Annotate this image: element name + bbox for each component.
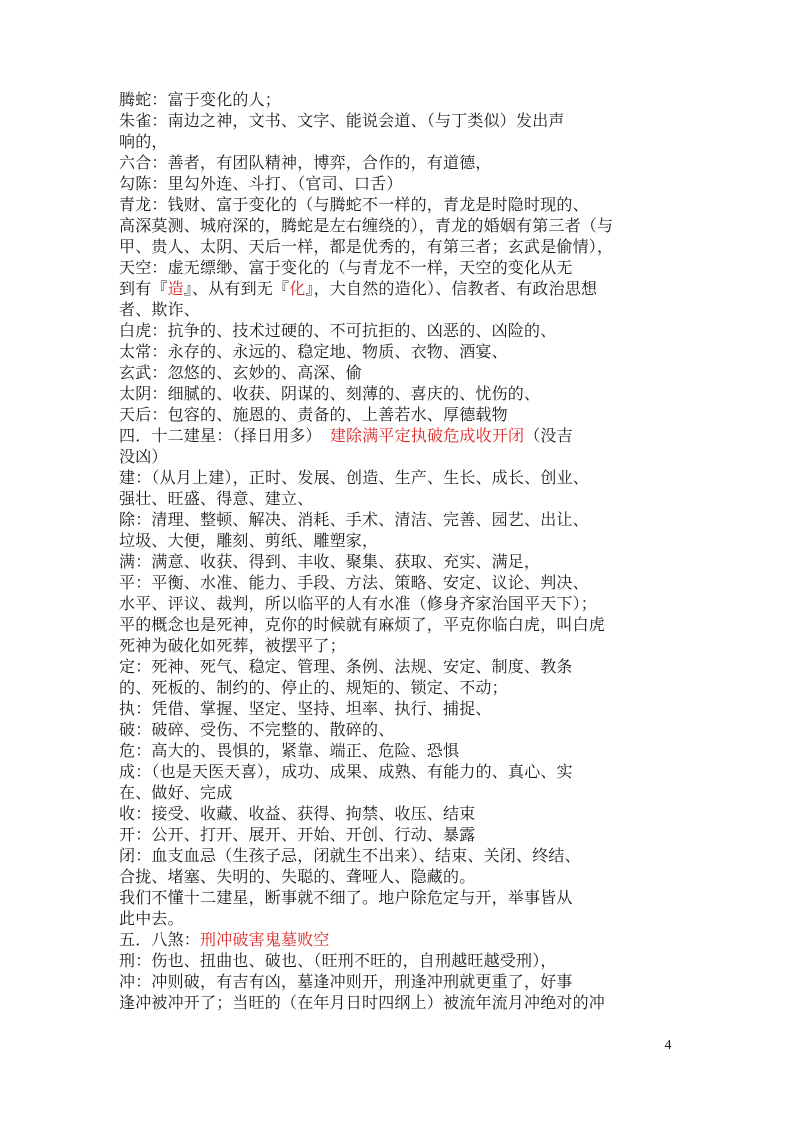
text-segment: 高深莫测、城府深的，腾蛇是左右缠绕的），青龙的婚姻有第三者（与 xyxy=(119,218,614,235)
text-line xyxy=(119,846,685,867)
text-segment: 』、从有到无『 xyxy=(183,281,290,298)
text-line xyxy=(119,573,685,594)
text-line xyxy=(119,426,685,447)
text-segment: 强壮、旺盛、得意、建立、 xyxy=(119,491,314,508)
text-line xyxy=(119,594,685,615)
highlighted-text: 刑冲破害鬼墓败空 xyxy=(200,932,330,949)
text-line xyxy=(119,930,685,951)
text-segment: 腾蛇：富于变化的人； xyxy=(119,92,282,109)
text-line xyxy=(119,342,685,363)
text-segment: 危：高大的、畏惧的，紧靠、端正、危险、恐惧 xyxy=(119,743,460,760)
text-segment: 六合：善者，有团队精神，博弈，合作的，有道德， xyxy=(119,155,492,172)
text-line xyxy=(119,468,685,489)
text-line xyxy=(119,132,685,153)
text-segment: 除：清理、整顿、解决、消耗、手术、清洁、完善、园艺、出让、 xyxy=(119,512,589,529)
text-line xyxy=(119,636,685,657)
text-segment: 者、欺诈、 xyxy=(119,302,201,319)
text-segment: 建：（从月上建），正时、发展、创造、生产、生长、成长、创业、 xyxy=(119,470,590,487)
text-segment: 响的， xyxy=(119,134,168,151)
text-segment: 我们不懂十二建星，断事就不细了。地户除危定与开，举事皆从 xyxy=(119,890,573,907)
text-line xyxy=(119,321,685,342)
text-segment: 玄武：忽悠的、玄妙的、高深、偷 xyxy=(119,365,363,382)
text-segment: 』，大自然的造化）、信教者、有政治思想 xyxy=(305,281,598,298)
text-segment: 此中去。 xyxy=(119,911,184,928)
text-segment: 开：公开、打开、展开、开始、开创、行动、暴露 xyxy=(119,827,476,844)
text-line xyxy=(119,405,685,426)
text-segment: 天后：包容的、施恩的、责备的、上善若水、厚德载物 xyxy=(119,407,508,424)
text-segment: 的、死板的、制约的、停止的、规矩的、锁定、不动； xyxy=(119,680,508,697)
text-line xyxy=(119,552,685,573)
text-segment: 甲、贵人、太阴、天后一样，都是优秀的，有第三者；玄武是偷情）， xyxy=(119,239,614,256)
text-line xyxy=(119,804,685,825)
text-segment: 死神为破化如死葬，被摆平了； xyxy=(119,638,346,655)
text-line xyxy=(119,762,685,783)
text-segment: 四．十二建星：（择日用多） xyxy=(119,428,330,445)
text-line xyxy=(119,279,685,300)
text-line xyxy=(119,741,685,762)
text-segment: 平的概念也是死神，克你的时候就有麻烦了，平克你临白虎，叫白虎 xyxy=(119,617,606,634)
text-segment: 青龙：钱财、富于变化的（与腾蛇不一样的，青龙是时隐时现的、 xyxy=(119,197,589,214)
text-line xyxy=(119,300,685,321)
highlighted-text: 化 xyxy=(289,281,306,298)
page-number: 4 xyxy=(664,1038,672,1053)
text-segment: （没吉 xyxy=(524,428,573,445)
text-line xyxy=(119,888,685,909)
text-line xyxy=(119,237,685,258)
text-line xyxy=(119,510,685,531)
text-segment: 满：满意、收获、得到、丰收、聚集、获取、充实、满足， xyxy=(119,554,541,571)
text-line xyxy=(119,678,685,699)
text-segment: 执：凭借、掌握、坚定、坚持、坦率、执行、捕捉、 xyxy=(119,701,492,718)
text-segment: 五．八煞： xyxy=(119,932,201,949)
text-line xyxy=(119,909,685,930)
text-line xyxy=(119,720,685,741)
text-line xyxy=(119,783,685,804)
text-line xyxy=(119,993,685,1014)
text-segment: 刑：伤也、扭曲也、破也、（旺刑不旺的，自刑越旺越受刑）， xyxy=(119,953,557,970)
text-segment: 太阴：细腻的、收获、阴谋的、刻薄的、喜庆的、忧伤的、 xyxy=(119,386,541,403)
text-segment: 垃圾、大便，雕刻、剪纸、雕塑家， xyxy=(119,533,379,550)
text-line xyxy=(119,867,685,888)
highlighted-text: 建除满平定执破危成收开闭 xyxy=(329,428,525,445)
text-line xyxy=(119,384,685,405)
document-body xyxy=(119,90,685,1014)
text-segment: 合拢、堵塞、失明的、失聪的、聋哑人、隐藏的。 xyxy=(119,869,476,886)
text-line xyxy=(119,153,685,174)
text-segment: 在、做好、完成 xyxy=(119,785,233,802)
text-line xyxy=(119,111,685,132)
text-segment: 到有『 xyxy=(119,281,168,298)
text-segment: 勾陈：里勾外连、斗打、（官司、口舌） xyxy=(119,176,403,193)
text-segment: 逢冲被冲开了；当旺的（在年月日时四纲上）被流年流月冲绝对的冲 xyxy=(119,995,606,1012)
text-line xyxy=(119,657,685,678)
text-segment: 破：破碎、受伤、不完整的、散碎的、 xyxy=(119,722,395,739)
text-segment: 收：接受、收藏、收益、获得、拘禁、收压、结束 xyxy=(119,806,476,823)
text-line xyxy=(119,216,685,237)
text-segment: 太常：永存的、永远的、稳定地、物质、衣物、酒宴、 xyxy=(119,344,508,361)
text-line xyxy=(119,174,685,195)
text-segment: 冲：冲则破，有吉有凶，墓逢冲则开，刑逢冲刑就更重了，好事 xyxy=(119,974,573,991)
text-segment: 天空：虚无缥缈、富于变化的（与青龙不一样，天空的变化从无 xyxy=(119,260,573,277)
text-line xyxy=(119,615,685,636)
highlighted-text: 造 xyxy=(167,281,184,298)
text-line xyxy=(119,699,685,720)
text-line xyxy=(119,258,685,279)
text-segment: 水平、评议、裁判，所以临平的人有水准（修身齐家治国平天下）； xyxy=(119,596,598,613)
text-line xyxy=(119,825,685,846)
text-line xyxy=(119,972,685,993)
text-line xyxy=(119,363,685,384)
text-segment: 白虎：抗争的、技术过硬的、不可抗拒的、凶恶的、凶险的、 xyxy=(119,323,557,340)
text-line xyxy=(119,531,685,552)
text-segment: 闭：血支血忌（生孩子忌，闭就生不出来）、结束、关闭、终结、 xyxy=(119,848,581,865)
text-segment: 平：平衡、水准、能力、手段、方法、策略、安定、议论、判决、 xyxy=(119,575,589,592)
text-line xyxy=(119,195,685,216)
text-line xyxy=(119,489,685,510)
text-segment: 成：（也是天医天喜），成功、成果、成熟、有能力的、真心、实 xyxy=(119,764,573,781)
text-line xyxy=(119,447,685,468)
text-segment: 没凶） xyxy=(119,449,168,466)
text-line xyxy=(119,90,685,111)
text-line xyxy=(119,951,685,972)
text-segment: 定：死神、死气、稳定、管理、条例、法规、安定、制度、教条 xyxy=(119,659,573,676)
text-segment: 朱雀：南边之神，文书、文字、能说会道、（与丁类似）发出声 xyxy=(119,113,565,130)
